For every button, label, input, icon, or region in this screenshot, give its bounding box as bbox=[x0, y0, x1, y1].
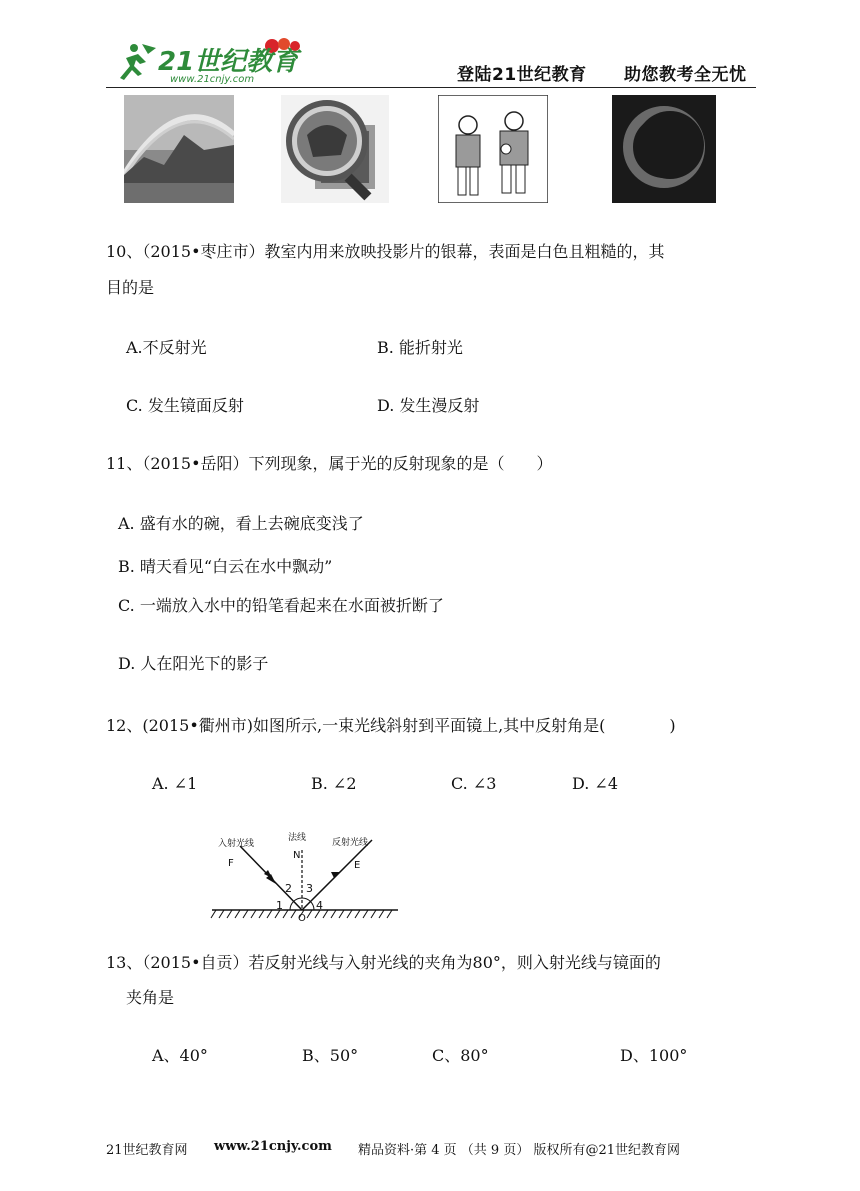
angle-4-label: 4 bbox=[316, 899, 323, 912]
header-slogan-right: 助您教考全无忧 bbox=[624, 65, 747, 85]
reflection-diagram bbox=[210, 828, 402, 922]
logo-icon bbox=[112, 34, 312, 86]
q10-option-a: A.不反射光 bbox=[126, 338, 207, 357]
reflected-ray-label: 反射光线 bbox=[332, 838, 369, 848]
q13-option-c: C、80° bbox=[432, 1046, 489, 1065]
q12-stem: 12、(2015•衢州市)如图所示,一束光线斜射到平面镜上,其中反射角是( ) bbox=[106, 716, 676, 735]
footer-page-info: 精品资料·第 4 页 （共 9 页） 版权所有@21世纪教育网 bbox=[358, 1143, 681, 1158]
footer-site: 21世纪教育网 bbox=[106, 1143, 188, 1158]
eclipse-ring-photo bbox=[612, 95, 716, 203]
q11-option-b: B. 晴天看见“白云在水中飘动” bbox=[118, 557, 333, 576]
q11-option-a: A. 盛有水的碗，看上去碗底变浅了 bbox=[118, 514, 364, 533]
q12-option-b: B. ∠2 bbox=[311, 774, 357, 793]
normal-label: 法线 bbox=[288, 833, 307, 843]
header-slogan-left: 登陆21世纪教育 bbox=[457, 65, 587, 85]
point-n-label: N bbox=[293, 850, 301, 861]
q10-stem-line2: 目的是 bbox=[106, 278, 155, 297]
header-divider bbox=[106, 87, 756, 88]
logo-url: www.21cnjy.com bbox=[170, 74, 255, 85]
rainbow-photo bbox=[124, 95, 234, 203]
q10-stem-line1: 10、（2015•枣庄市）教室内用来放映投影片的银幕，表面是白色且粗糙的，其 bbox=[106, 242, 665, 261]
mirror-people-drawing bbox=[438, 95, 548, 203]
q11-stem: 11、（2015•岳阳）下列现象，属于光的反射现象的是（ ） bbox=[106, 454, 553, 473]
angle-1-label: 1 bbox=[276, 899, 283, 912]
q12-option-d: D. ∠4 bbox=[572, 774, 619, 793]
q13-stem-line1: 13、（2015•自贡）若反射光线与入射光线的夹角为80°，则入射光线与镜面的 bbox=[106, 953, 661, 972]
q10-option-b: B. 能折射光 bbox=[377, 338, 463, 357]
q13-option-d: D、100° bbox=[620, 1046, 688, 1065]
q13-option-a: A、40° bbox=[152, 1046, 208, 1065]
q13-stem-line2: 夹角是 bbox=[126, 988, 175, 1007]
point-f-label: F bbox=[228, 858, 234, 869]
q12-option-c: C. ∠3 bbox=[451, 774, 497, 793]
q10-option-c: C. 发生镜面反射 bbox=[126, 396, 244, 415]
q12-option-a: A. ∠1 bbox=[152, 774, 198, 793]
point-o-label: O bbox=[298, 913, 306, 922]
point-e-label: E bbox=[354, 860, 361, 871]
footer-url[interactable]: www.21cnjy.com bbox=[214, 1139, 332, 1154]
site-logo bbox=[112, 34, 312, 86]
angle-3-label: 3 bbox=[306, 882, 313, 895]
q11-option-d: D. 人在阳光下的影子 bbox=[118, 654, 269, 673]
magnifier-photo bbox=[281, 95, 389, 203]
incident-ray-label: 入射光线 bbox=[218, 839, 255, 849]
q13-option-b: B、50° bbox=[302, 1046, 359, 1065]
q10-option-d: D. 发生漫反射 bbox=[377, 396, 480, 415]
logo-text: 21世纪教育 bbox=[158, 47, 299, 77]
angle-2-label: 2 bbox=[285, 882, 292, 895]
q11-option-c: C. 一端放入水中的铅笔看起来在水面被折断了 bbox=[118, 596, 444, 615]
